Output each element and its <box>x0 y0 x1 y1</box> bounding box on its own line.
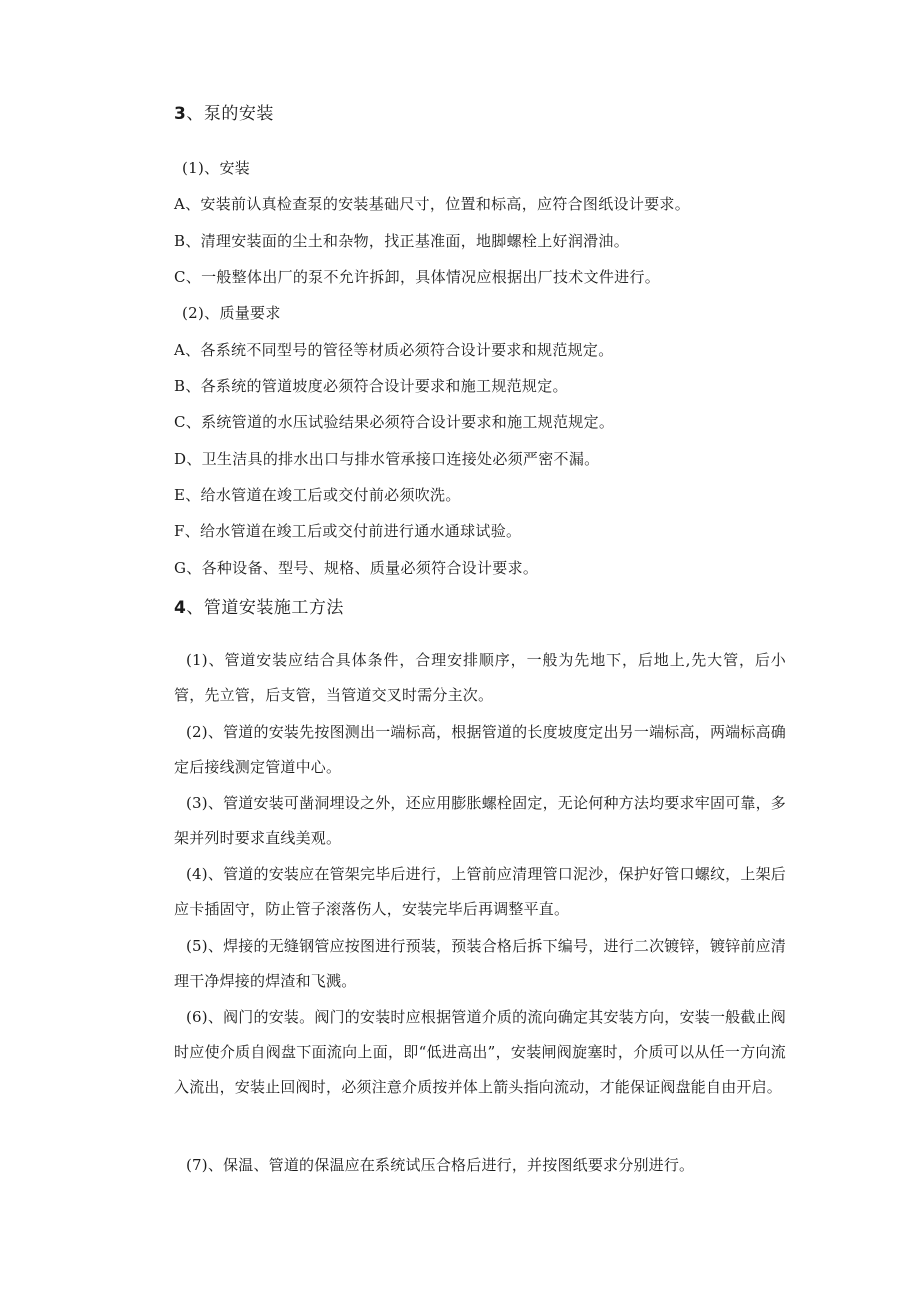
method-paragraph-6-text: (6)、阀门的安装。阀门的安装时应根据管道介质的流向确定其安装方向，安装一般截止阀时应使介质自阀盘下面流向上面，即“低进高出”，安装闸阀旋塞时，介质可以从任一方向流入流出，安装止回阀时，必须注意介质按并体上箭头指向流动，才能保证阀盘能自由开启。 <box>174 1008 786 1096</box>
quality-item-e: E、给水管道在竣工后或交付前必须吹洗。 <box>174 486 461 504</box>
section-3-number: 3 <box>174 104 187 124</box>
subsection-2-label: (2)、质量要求 <box>182 304 281 322</box>
section-3-title: 、泵的安装 <box>186 104 274 124</box>
method-paragraph-4-text: (4)、管道的安装应在管架完毕后进行，上管前应清理管口泥沙，保护好管口螺纹，上架后应卡插固守，防止管子滚落伤人，安装完毕后再调整平直。 <box>174 865 786 918</box>
method-paragraph-2-text: (2)、管道的安装先按图测出一端标高，根据管道的长度坡度定出另一端标高，两端标高确定后接线测定管道中心。 <box>174 723 786 776</box>
method-paragraph-1-text: (1)、管道安装应结合具体条件，合理安排顺序，一般为先地下，后地上,先大管，后小管，先立管，后支管，当管道交叉时需分主次。 <box>174 651 786 704</box>
method-paragraph-5 <box>174 929 786 999</box>
install-item-b: B、清理安装面的尘土和杂物，找正基准面，地脚螺栓上好润滑油。 <box>174 232 630 250</box>
section-4-number: 4 <box>174 598 187 618</box>
method-paragraph-5-text: (5)、焊接的无缝钢管应按图进行预装，预装合格后拆下编号，进行二次镀锌，镀锌前应清理干净焊接的焊渣和飞溅。 <box>174 937 786 990</box>
method-paragraph-2 <box>174 715 786 785</box>
quality-item-g: G、各种设备、型号、规格、质量必须符合设计要求。 <box>174 559 539 577</box>
quality-item-f: F、给水管道在竣工后或交付前进行通水通球试验。 <box>174 522 522 540</box>
quality-item-d: D、卫生洁具的排水出口与排水管承接口连接处必须严密不漏。 <box>174 450 600 468</box>
method-paragraph-7-text: (7)、保温、管道的保温应在系统试压合格后进行，并按图纸要求分别进行。 <box>186 1156 695 1174</box>
install-item-a: A、安装前认真检查泵的安装基础尺寸，位置和标高，应符合图纸设计要求。 <box>174 195 691 213</box>
install-item-c: C、一般整体出厂的泵不允许拆卸，具体情况应根据出厂技术文件进行。 <box>174 268 661 286</box>
method-paragraph-3-text: (3)、管道安装可凿洞埋设之外，还应用膨胀螺栓固定，无论何种方法均要求牢固可靠，多架并列时要求直线美观。 <box>174 794 786 847</box>
method-paragraph-6 <box>174 1000 786 1105</box>
quality-item-c: C、系统管道的水压试验结果必须符合设计要求和施工规范规定。 <box>174 413 615 431</box>
method-paragraph-7 <box>174 1148 786 1183</box>
method-paragraph-4 <box>174 857 786 927</box>
method-paragraph-1 <box>174 643 786 713</box>
section-3-heading <box>174 104 274 124</box>
quality-item-b: B、各系统的管道坡度必须符合设计要求和施工规范规定。 <box>174 377 568 395</box>
subsection-1-label: (1)、安装 <box>182 159 251 177</box>
method-paragraph-3 <box>174 786 786 856</box>
section-4-title: 、管道安装施工方法 <box>186 598 344 618</box>
quality-item-a: A、各系统不同型号的管径等材质必须符合设计要求和规范规定。 <box>174 341 614 359</box>
section-4-heading <box>174 598 344 618</box>
